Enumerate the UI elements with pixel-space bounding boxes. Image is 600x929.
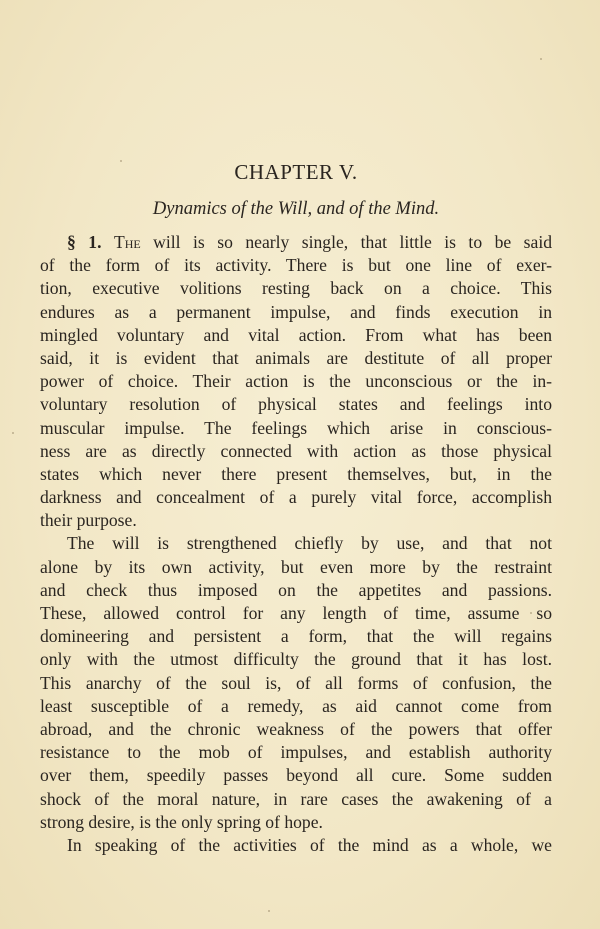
- text-line: ness are as directly connected with action as those physical: [40, 440, 552, 461]
- text-line: and check thus imposed on the appetites and passions.: [40, 579, 552, 600]
- paper-speck: [530, 612, 532, 614]
- text-line: mingled voluntary and vital action. From what has been: [40, 324, 552, 345]
- chapter-title: CHAPTER V.: [234, 160, 358, 184]
- paragraph-1: [40, 231, 552, 532]
- section-mark: § 1.: [67, 232, 102, 252]
- chapter-subtitle: Dynamics of the Will, and of the Mind.: [152, 199, 440, 219]
- text-line: domineering and persistent a form, that the will regains: [40, 626, 552, 647]
- text-line: shock of the moral nature, in rare cases the awakening of a: [40, 788, 552, 809]
- text-line: resistance to the mob of impulses, and establish authority: [40, 742, 552, 763]
- text-line: In speaking of the activities of the mind as a whole, we: [67, 834, 552, 855]
- paper-speck: [120, 160, 122, 162]
- chapter-body: [40, 231, 552, 857]
- text-line: strong desire, is the only spring of hope.: [40, 811, 323, 832]
- text-line: only with the utmost difficulty the ground that it has lost.: [40, 649, 552, 670]
- book-page: [40, 148, 552, 857]
- text-line: power of choice. Their action is the unconscious or the in-: [40, 371, 552, 392]
- text-line: over them, speedily passes beyond all cure. Some sudden: [40, 765, 552, 786]
- paragraph-2: [40, 532, 552, 833]
- paper-speck: [540, 58, 542, 60]
- section-first-word: The: [113, 232, 141, 252]
- text-line: said, it is evident that animals are destitute of all proper: [40, 347, 552, 368]
- text-line: tion, executive volitions resting back on a choice. This: [40, 278, 552, 299]
- text-line: darkness and concealment of a purely vital force, accomplish: [40, 487, 552, 508]
- text-line: This anarchy of the soul is, of all forms of confusion, the: [40, 672, 552, 693]
- text-line: voluntary resolution of physical states and feelings into: [40, 394, 552, 415]
- paper-speck: [12, 432, 14, 434]
- paper-speck: [268, 910, 270, 912]
- text-line: § 1. The will is so nearly single, that little is to be said: [67, 232, 553, 252]
- text-line: The will is strengthened chiefly by use, and that not: [67, 533, 552, 554]
- text-line: muscular impulse. The feelings which arise in conscious-: [40, 417, 552, 438]
- text-line: abroad, and the chronic weakness of the powers that offer: [40, 718, 552, 739]
- text-line: endures as a permanent impulse, and finds execution in: [40, 301, 552, 322]
- text-line: of the form of its activity. There is but one line of exer-: [40, 255, 552, 276]
- text-line: their purpose.: [40, 510, 137, 531]
- text-line: alone by its own activity, but even more by the restraint: [40, 556, 552, 577]
- paragraph-3: [40, 834, 552, 857]
- text-line: These, allowed control for any length of time, assume so: [40, 603, 552, 623]
- text-line: least susceptible of a remedy, as aid cannot come from: [40, 695, 552, 716]
- text-line: states which never there present themselves, but, in the: [40, 463, 552, 484]
